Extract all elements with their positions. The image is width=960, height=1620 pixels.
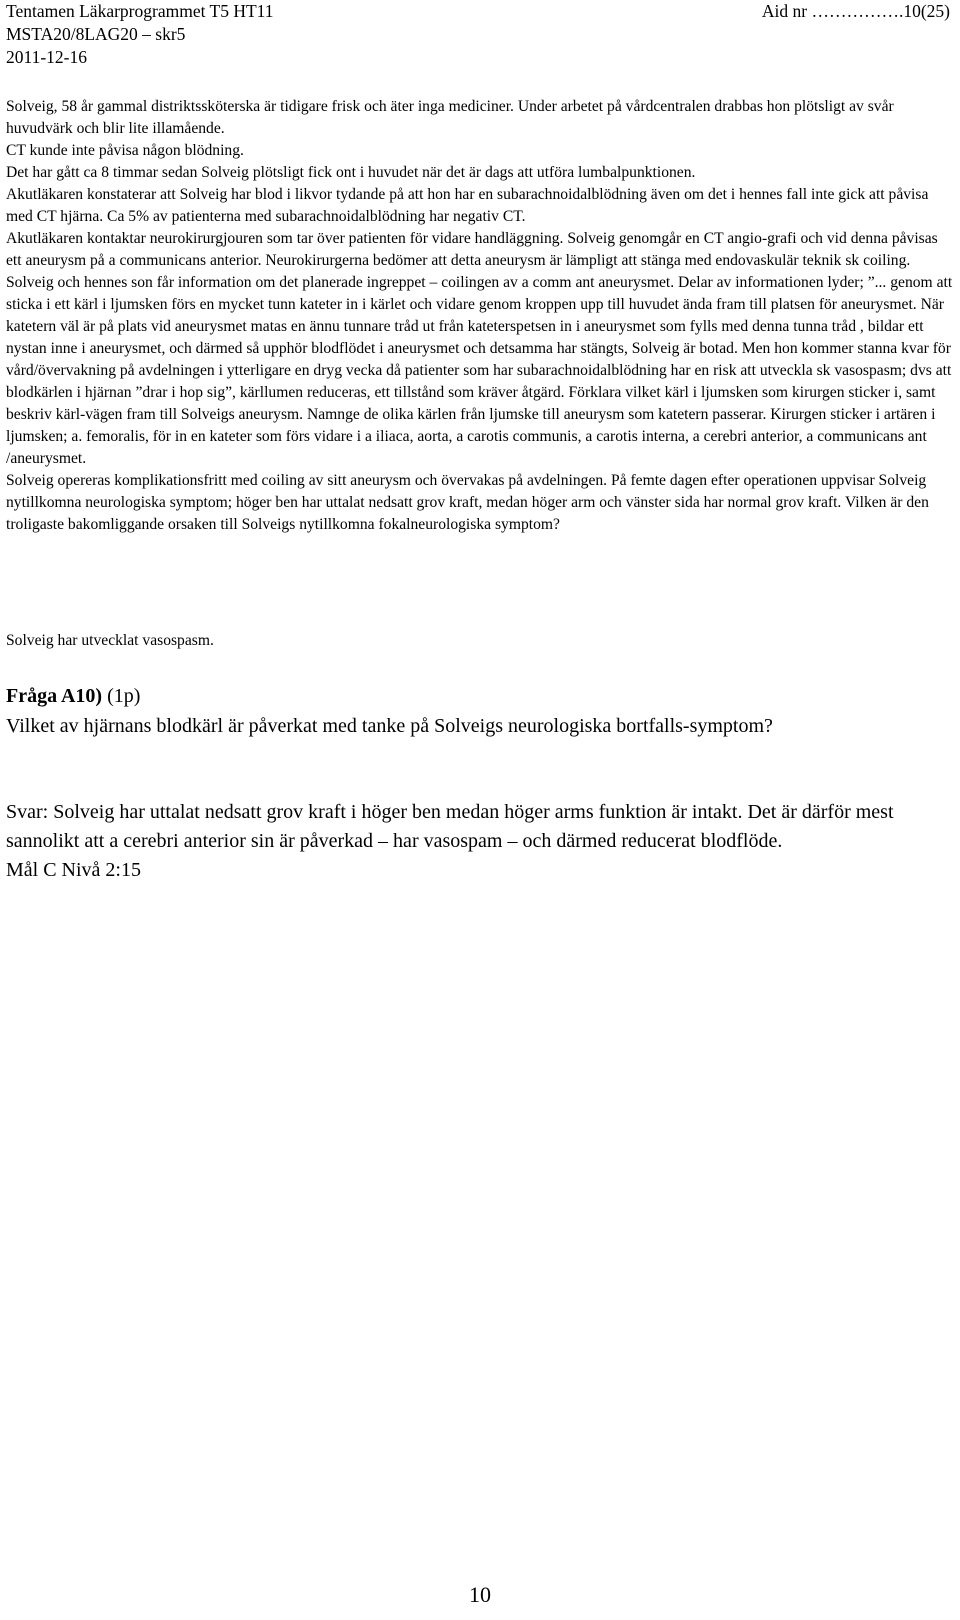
header-line-3: [6, 46, 956, 69]
case-text: [6, 96, 954, 536]
answer-text: Svar: Solveig har uttalat nedsatt grov kraft i höger ben medan höger arms funktion är intakt. Det är därför mest sannolikt att a cerebri anterior sin är påverkad – har vasospam – och därmed reducerat blodflöde.: [6, 801, 894, 852]
page-number: 10: [469, 1582, 491, 1607]
exam-date: 2011-12-16: [6, 47, 88, 67]
previous-answer: Solveig har utvecklat vasospasm.: [6, 632, 214, 649]
question-heading: [6, 681, 954, 711]
question-block: [6, 681, 954, 741]
question-points: (1p): [102, 685, 141, 707]
learning-goal: Mål C Nivå 2:15: [6, 859, 141, 881]
case-paragraph: Det har gått ca 8 timmar sedan Solveig plötsligt fick ont i huvudet när det är dags att utföra lumbalpunktionen.: [6, 164, 696, 181]
case-paragraph: CT kunde inte påvisa någon blödning.: [6, 142, 244, 159]
case-paragraph: Solveig, 58 år gammal distriktssköterska är tidigare frisk och äter inga mediciner. Under arbetet på vårdcentralen drabbas hon plötsligt av svår huvudvärk och blir lite illamående.: [6, 98, 894, 137]
page-header: [6, 0, 956, 69]
case-paragraph: Solveig opereras komplikationsfritt med coiling av sitt aneurysm och övervakas på avdelningen. På femte dagen efter operationen uppvisar Solveig nytillkomna neurologiska symptom; höger ben har uttalat nedsatt grov kraft, medan höger arm och vänster sida har normal grov kraft. Vilken är den troligaste bakomliggande orsaken till Solveigs nytillkomna fokalneurologiska symptom?: [6, 472, 929, 533]
exam-title: Tentamen Läkarprogrammet T5 HT11: [6, 1, 274, 21]
header-line-2: [6, 23, 956, 46]
aid-number: Aid nr …………….10(25): [761, 1, 950, 21]
case-paragraph: Akutläkaren kontaktar neurokirurgjouren som tar över patienten för vidare handläggning. Solveig genomgår en CT angio-grafi och vid denna påvisas ett aneurysm på a communicans anterior. Neurokirurgerna bedömer att detta aneurysm är lämpligt att stänga med endovaskulär teknik sk coiling. Solveig och hennes son får information om det planerade ingreppet – coilingen av a comm ant aneurysmet. Delar av informationen lyder; ”... genom att sticka i ett kärl i ljumsken förs en mycket tunn kateter in i kärlet och vidare genom kroppen upp till huvudet ända fram till platsen för aneurysmet. När katetern väl är på plats vid aneurysmet matas en ännu tunnare tråd ut från kateterspetsen in i aneurysmet som fylls med denna tunna tråd , bildar ett nystan inne i aneurysmet, och därmed så upphör blodflödet i aneurysmet och detsamma har stängts, Solveig är botad. Men hon kommer stanna kvar för vård/övervakning på avdelningen i ytterligare en dryg vecka då patienter som har subarachnoidalblödning har en risk att utveckla sk vasospasm; dvs att blodkärlen i hjärnan ”drar i hop sig”, kärllumen reduceras, ett tillstånd som kräver åtgärd. Förklara vilket kärl i ljumsken som kirurgen sticker i, samt beskriv kärl-vägen fram till Solveigs aneurysm. Namnge de olika kärlen från ljumske till aneurysm som katetern passerar. Kirurgen sticker i artären i ljumsken; a. femoralis, för in en kateter som förs vidare i a iliaca, aorta, a carotis communis, a carotis interna, a cerebri anterior, a communicans ant /aneurysmet.: [6, 230, 953, 467]
case-paragraph: Akutläkaren konstaterar att Solveig har blod i likvor tydande på att hon har en subarachnoidalblödning även om det i hennes fall inte gick att påvisa med CT hjärna. Ca 5% av patienterna med subarachnoidalblödning har negativ CT.: [6, 186, 929, 225]
question-label: Fråga A10): [6, 685, 103, 707]
answer-block: [6, 798, 954, 885]
question-text: Vilket av hjärnans blodkärl är påverkat med tanke på Solveigs neurologiska bortfalls-symptom?: [6, 715, 773, 737]
course-code: MSTA20/8LAG20 – skr5: [6, 24, 186, 44]
header-line-1: [6, 0, 956, 23]
